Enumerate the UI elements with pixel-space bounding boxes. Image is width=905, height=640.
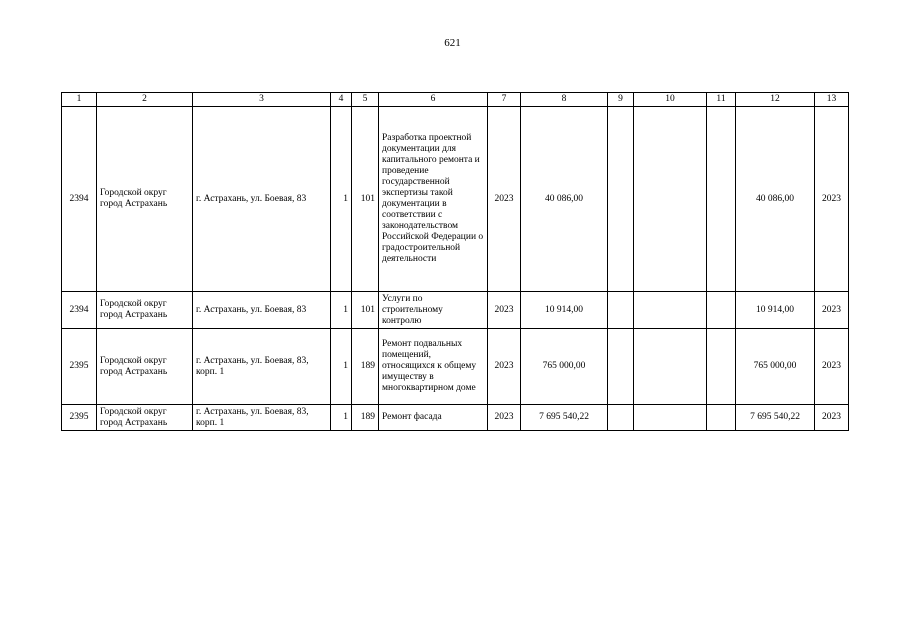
year-cell: 2023: [488, 405, 521, 431]
total-cell: 40 086,00: [736, 107, 815, 292]
column-header: 9: [608, 93, 634, 107]
municipality-cell: Городской округ город Астрахань: [97, 405, 193, 431]
end-year-cell: 2023: [815, 107, 849, 292]
column-header: 2: [97, 93, 193, 107]
year-cell: 2023: [488, 329, 521, 405]
column-header: 12: [736, 93, 815, 107]
col5-cell: 189: [352, 405, 379, 431]
column-header: 4: [331, 93, 352, 107]
amount-cell: 10 914,00: [521, 292, 608, 329]
work-type-cell: Ремонт фасада: [379, 405, 488, 431]
col11-cell: [707, 107, 736, 292]
register-table: [61, 92, 849, 431]
col9-cell: [608, 292, 634, 329]
col11-cell: [707, 405, 736, 431]
address-cell: г. Астрахань, ул. Боевая, 83: [193, 107, 331, 292]
column-header: 13: [815, 93, 849, 107]
end-year-cell: 2023: [815, 292, 849, 329]
col5-cell: 189: [352, 329, 379, 405]
col9-cell: [608, 107, 634, 292]
column-header: 10: [634, 93, 707, 107]
column-header: 6: [379, 93, 488, 107]
col10-cell: [634, 107, 707, 292]
header-row: [62, 93, 849, 107]
end-year-cell: 2023: [815, 405, 849, 431]
col9-cell: [608, 405, 634, 431]
amount-cell: 7 695 540,22: [521, 405, 608, 431]
table-row: [62, 107, 849, 292]
column-header: 1: [62, 93, 97, 107]
col11-cell: [707, 329, 736, 405]
table-row: [62, 405, 849, 431]
table-row: [62, 292, 849, 329]
year-cell: 2023: [488, 107, 521, 292]
col4-cell: 1: [331, 292, 352, 329]
total-cell: 10 914,00: [736, 292, 815, 329]
col4-cell: 1: [331, 107, 352, 292]
municipality-cell: Городской округ город Астрахань: [97, 292, 193, 329]
total-cell: 765 000,00: [736, 329, 815, 405]
column-header: 7: [488, 93, 521, 107]
col10-cell: [634, 329, 707, 405]
work-type-cell: Услуги по строительному контролю: [379, 292, 488, 329]
municipality-cell: Городской округ город Астрахань: [97, 107, 193, 292]
col10-cell: [634, 405, 707, 431]
total-cell: 7 695 540,22: [736, 405, 815, 431]
work-type-cell: Ремонт подвальных помещений, относящихся к общему имуществу в многоквартирном доме: [379, 329, 488, 405]
column-header: 11: [707, 93, 736, 107]
address-cell: г. Астрахань, ул. Боевая, 83, корп. 1: [193, 329, 331, 405]
municipality-cell: Городской округ город Астрахань: [97, 329, 193, 405]
column-header: 8: [521, 93, 608, 107]
year-cell: 2023: [488, 292, 521, 329]
page-number: 621: [444, 37, 461, 49]
row-number-cell: 2394: [62, 292, 97, 329]
address-cell: г. Астрахань, ул. Боевая, 83, корп. 1: [193, 405, 331, 431]
column-header: 3: [193, 93, 331, 107]
row-number-cell: 2395: [62, 329, 97, 405]
col9-cell: [608, 329, 634, 405]
table-row: [62, 329, 849, 405]
col4-cell: 1: [331, 405, 352, 431]
col5-cell: 101: [352, 107, 379, 292]
col5-cell: 101: [352, 292, 379, 329]
work-type-cell: Разработка проектной документации для капитального ремонта и проведение государственной экспертизы такой документации в соответствии с законодательством Российской Федерации о градостроительной деятельности: [379, 107, 488, 292]
address-cell: г. Астрахань, ул. Боевая, 83: [193, 292, 331, 329]
amount-cell: 40 086,00: [521, 107, 608, 292]
col4-cell: 1: [331, 329, 352, 405]
row-number-cell: 2395: [62, 405, 97, 431]
col11-cell: [707, 292, 736, 329]
col10-cell: [634, 292, 707, 329]
row-number-cell: 2394: [62, 107, 97, 292]
column-header: 5: [352, 93, 379, 107]
end-year-cell: 2023: [815, 329, 849, 405]
amount-cell: 765 000,00: [521, 329, 608, 405]
